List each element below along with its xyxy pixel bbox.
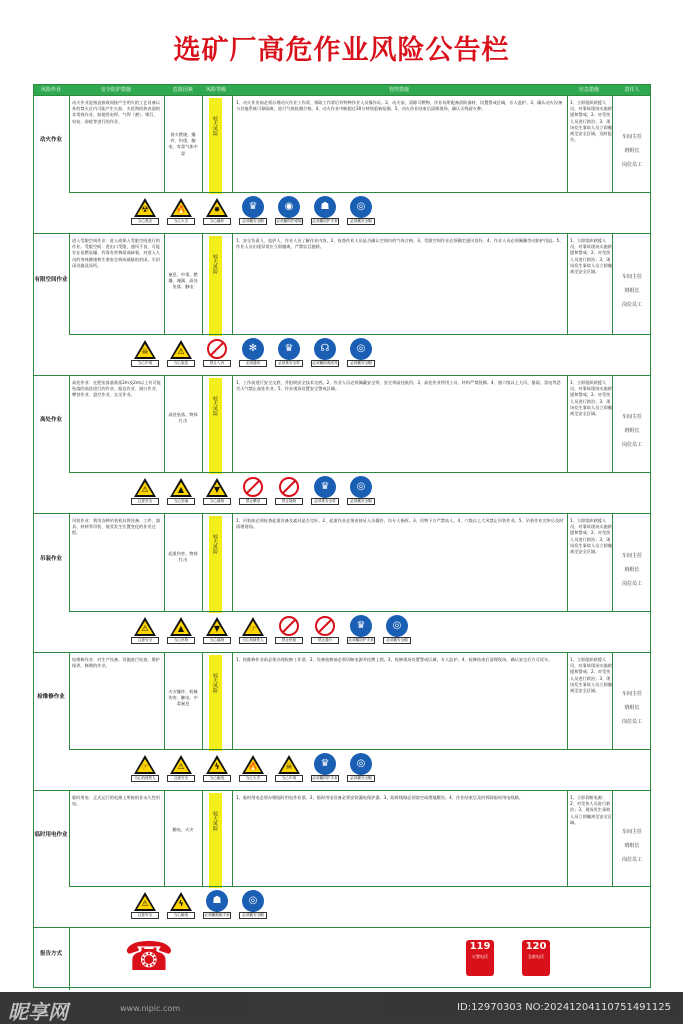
row-divider <box>69 472 651 473</box>
column-divider <box>69 234 70 334</box>
section-person <box>615 410 649 452</box>
sign-caption: 当心火灾 <box>239 775 267 782</box>
sign-caption: 当心落物 <box>203 498 231 505</box>
column-divider <box>164 791 165 886</box>
row-divider <box>69 886 651 887</box>
column-divider <box>202 514 203 611</box>
warning-sign-icon: ☠ 当心中毒 <box>278 753 300 782</box>
header-cell: 风险作业 <box>40 87 61 93</box>
risk-level-badge <box>209 793 222 888</box>
person-2: 班组长 <box>624 288 640 294</box>
section-emergency: 1、立即组织救援人员，对事故现场实施救援和警戒；2、对受伤人员进行救治；3、现场发生事故人员立即撤离至安全区域。 <box>570 657 612 694</box>
column-divider <box>232 96 233 192</box>
sign-caption: 必须戴防护眼镜 <box>276 219 302 223</box>
header-cell: 管控措施 <box>388 87 409 93</box>
column-divider <box>202 653 203 749</box>
warning-sign-icon: ⚠ 注意安全 <box>134 615 156 644</box>
section-control: 1、临时用电必须办理临时用电作业票。2、临时用电设备必须安装漏电保护器。3、临时线路必须架空或埋地敷设。4、作业结束后及时拆除临时用电线路。 <box>236 795 524 800</box>
sign-caption: 必须戴防毒面具 <box>312 361 338 365</box>
mandatory-sign-icon: ◉ 必须戴防护眼镜 <box>278 196 300 225</box>
section-control: 1、动火作业前必须办理动火作业工作票，領取工作票后有特种作业人员操作证。2、动火前，清除可燃物，作业场所配备消防器材，设置警戒区域，专人监护。3、确认动火设备与其他系统可靠隔离，进行气体检测合格。4、动火作业中断超过30分钟须重新检测。5、动火作业结束后清理现场，确认无残留火种。 <box>236 100 563 112</box>
person-3: 岗位员工 <box>621 302 642 308</box>
section-emergency: 1、立即组织救援人员，对事故现场实施救援和警戒；2、对受伤人员进行救治；3、现场发生事故人员立即撤离至安全区域。 <box>570 238 612 275</box>
section-emergency: 1、立即组织救援人员，对事故现场实施救援和警戒；2、对受伤人员进行救治；3、现场发生事故人员立即撤离至安全区域，及时报告。 <box>570 100 612 143</box>
risk-level-text: 较大风险 <box>212 116 218 136</box>
column-divider <box>232 376 233 472</box>
mandatory-sign-icon: ◎ 必须戴安全帽 <box>242 890 264 919</box>
sign-caption: 禁止抛物 <box>275 498 303 505</box>
warning-sign-icon: ☞ 当心机械伤人 <box>242 615 264 644</box>
warning-sign-icon: ▼ 当心落物 <box>206 615 228 644</box>
warning-sign-icon: ϟ 当心触电 <box>170 890 192 919</box>
column-divider <box>164 234 165 334</box>
section-person <box>615 130 649 172</box>
sign-caption: 当心落物 <box>203 637 231 644</box>
column-divider <box>164 376 165 472</box>
risk-level-badge <box>209 98 222 194</box>
person-1: 车间主任 <box>621 414 642 420</box>
prohibition-sign-icon <box>314 615 336 644</box>
row-divider <box>69 334 651 335</box>
person-3: 岗位员工 <box>621 162 642 168</box>
column-divider <box>69 96 70 192</box>
mandatory-sign-icon: ☗ 必须戴防护手套 <box>314 196 336 225</box>
warning-sign-icon: ▲ 当心吊物 <box>170 615 192 644</box>
section-hazard: 触电、火灾 <box>172 826 194 832</box>
sign-caption: 注意安全 <box>131 637 159 644</box>
header-cell: 应急措施 <box>578 87 599 93</box>
section-emergency: 1、立即切断电源；2、对受伤人员进行救治；3、现场发生事故人员立即撤离至安全区域。 <box>570 795 612 825</box>
risk-level-text: 较大风险 <box>212 534 218 554</box>
sign-caption: 当心触电 <box>167 912 195 919</box>
column-divider <box>232 514 233 611</box>
announcement-board <box>33 84 651 988</box>
row-divider <box>69 611 651 612</box>
sign-caption: 当心中毒 <box>275 775 303 782</box>
section-hazard: 高处坠落、物体打击 <box>168 412 198 424</box>
section-description: 高处作业：在距坠落基准面2m及2m以上有可能坠落的高处进行的作业。临边作业、洞口作业、攀登作业、悬空作业、交叉作业。 <box>72 380 161 398</box>
ambulance-phone-badge: 120 急救电话 <box>522 940 550 976</box>
table-header <box>34 85 650 95</box>
prohibition-sign-icon <box>242 476 264 505</box>
person-1: 车间主任 <box>621 134 642 140</box>
sign-caption: 当心窒息 <box>167 360 195 367</box>
sign-caption: 当心触电 <box>203 775 231 782</box>
section-description: 进入受限空间作业：进入或探入受限空间进行的作业。受限空间：进出口受限，通风不良，可能存在易燃易爆、有毒有害物质或缺氧，对进入人员的身体健康和生命安全构成威胁的封闭、半封闭设施及场所。 <box>72 238 160 268</box>
section-emergency: 1、立即组织救援人员，对事故现场实施救援和警戒；2、对受伤人员进行救治；3、现场发生事故人员立即撤离至安全区域。 <box>570 380 612 417</box>
section-name: 高处作业 <box>39 417 62 423</box>
section-hazard: 起重伤害、物体打击 <box>168 550 198 562</box>
fire-phone-badge: 119 火警电话 <box>466 940 494 976</box>
sign-caption: 当心机械伤人 <box>131 775 159 782</box>
sign-caption: 注意安全 <box>131 912 159 919</box>
section-hazard: 着火燃烧、爆炸、灼烫、触电、有毒气体中毒 <box>168 132 198 156</box>
column-divider <box>232 653 233 749</box>
person-1: 车间主任 <box>621 828 642 835</box>
person-2: 班组长 <box>624 566 640 573</box>
safety-signs <box>134 615 408 644</box>
warning-sign-icon: ⚠ 当心窒息 <box>170 338 192 367</box>
column-divider <box>69 514 70 611</box>
sign-caption: 必须戴安全帽 <box>239 218 267 225</box>
section-control: 1、工作前进行安全交底，并组织安全技术交底。2、作业人员必须佩戴安全带，安全带高挂低用。3、高处作业所用工具、材料严禁投掷。4、遇六级以上大风、暴雨、雷电等恶劣天气禁止高处作业。5、作业现场设置安全警戒区域。 <box>236 380 561 392</box>
sign-caption: 必须系安全带 <box>275 360 303 367</box>
column-divider <box>69 653 70 749</box>
warning-sign-icon: 🔥 当心火灾 <box>170 196 192 225</box>
warning-sign-icon: ▼ 当心落物 <box>206 476 228 505</box>
column-divider <box>567 234 568 334</box>
mandatory-sign-icon: ✻ 必须通风 <box>242 338 264 367</box>
person-2: 班组长 <box>624 842 640 849</box>
sign-caption: 当心爆炸 <box>203 218 231 225</box>
sign-caption: 必须戴安全帽 <box>383 637 411 644</box>
watermark-bar <box>0 992 683 1024</box>
sign-caption: 必须戴安全帽 <box>239 912 267 919</box>
risk-section <box>34 790 650 927</box>
risk-section <box>34 233 650 375</box>
risk-level-text: 较大风险 <box>212 673 218 693</box>
sign-caption: 禁止通行 <box>311 637 339 644</box>
mandatory-sign-icon: ◎ 必须戴安全帽 <box>350 338 372 367</box>
column-divider <box>612 376 613 472</box>
sign-caption: 必须戴安全帽 <box>347 775 375 782</box>
warning-sign-icon: ϟ 当心触电 <box>206 753 228 782</box>
column-divider <box>567 653 568 749</box>
column-divider <box>612 514 613 611</box>
sign-caption: 当心火灾 <box>167 218 195 225</box>
column-divider <box>567 791 568 886</box>
section-name: 有限空间作业 <box>34 277 68 283</box>
section-person <box>615 687 649 729</box>
column-divider <box>202 96 203 192</box>
warning-sign-icon: ☢ 当心弧光 <box>134 196 156 225</box>
prohibition-sign-icon <box>278 615 300 644</box>
risk-level-badge <box>209 655 222 751</box>
column-divider <box>202 234 203 334</box>
risk-level-text: 较大风险 <box>212 254 218 274</box>
section-description: 检维修作业：对生产设备、设施进行检查、维护保养、修理的作业。 <box>72 657 160 669</box>
sign-caption: 必须通风 <box>239 360 267 367</box>
safety-signs <box>134 476 372 505</box>
header-cell: 风险等级 <box>205 87 226 93</box>
report-section <box>34 927 650 989</box>
column-divider <box>612 234 613 334</box>
person-1: 车间主任 <box>621 274 642 280</box>
risk-level-badge <box>209 378 222 474</box>
risk-level-badge <box>209 236 222 336</box>
safety-signs <box>134 890 264 919</box>
section-name: 吊装作业 <box>39 555 62 562</box>
safety-signs <box>134 338 372 367</box>
warning-sign-icon: ⚠ 注意安全 <box>134 890 156 919</box>
sign-caption: 必须戴防护手套 <box>348 638 374 642</box>
sign-caption: 禁止攀登 <box>239 498 267 505</box>
warning-sign-icon: 🔥 当心火灾 <box>242 753 264 782</box>
column-divider <box>232 791 233 886</box>
sign-caption: 当心中毒 <box>131 360 159 367</box>
person-3: 岗位员工 <box>621 719 642 725</box>
sign-caption: 当心机械伤人 <box>239 637 267 644</box>
column-divider <box>612 791 613 886</box>
column-divider <box>69 791 70 886</box>
column-divider <box>567 514 568 611</box>
mandatory-sign-icon: ☗ 必须戴绝缘手套 <box>206 890 228 919</box>
column-divider <box>567 96 568 192</box>
column-divider <box>612 96 613 192</box>
sign-caption: 禁止入内 <box>203 360 231 367</box>
header-cell: 危险因素 <box>172 87 193 93</box>
risk-level-badge <box>209 516 222 613</box>
column-divider <box>612 653 613 749</box>
person-1: 车间主任 <box>621 552 642 559</box>
warning-sign-icon: ☞ 当心机械伤人 <box>134 753 156 782</box>
person-1: 车间主任 <box>621 691 642 697</box>
risk-level-text: 较大风险 <box>212 396 218 416</box>
column-divider <box>164 514 165 611</box>
sign-caption: 必须戴绝缘手套 <box>204 913 230 917</box>
section-emergency: 1、立即组织救援人员，对事故现场实施救援和警戒；2、对受伤人员进行救治；3、现场发生事故人员立即撤离至安全区域。 <box>570 518 612 555</box>
section-control: 1、吊装前必须检查起重设备及索具是否完好。2、起重作业必须由持证人员操作，设专人指挥。3、吊物下方严禁站人。4、六级以上大风禁止吊装作业。5、吊装作业完毕后及时清理现场。 <box>236 518 564 530</box>
header-cell: 安全防护措施 <box>100 87 131 93</box>
column-divider <box>69 376 70 472</box>
mandatory-sign-icon: ☊ 必须戴防毒面具 <box>314 338 336 367</box>
warning-sign-icon: ⚠ 注意安全 <box>134 476 156 505</box>
mandatory-sign-icon: ◎ 必须戴安全帽 <box>350 196 372 225</box>
sign-caption: 必须戴安全帽 <box>347 360 375 367</box>
section-description: 吊装作业：利用各种吊装机具将设备、工件、器具、材料等吊装、使其发生位置变化的作业过程。 <box>72 518 160 536</box>
section-control: 1、安全负责人、监护人、作业人员了解作业内容。2、检查作业人员是否确认空间内的气体合格。3、受限空间作业必须确定通风良好。4、作业人员必须佩戴劳动防护用品。5、作业人员出现异常应立即撤离，严禁盲目施救。 <box>236 238 564 250</box>
section-name: 检维修作业 <box>37 694 65 700</box>
risk-section <box>34 375 650 513</box>
section-description: 临时用电：正式运行的电源上所接的非永久性用电。 <box>72 795 160 807</box>
sign-caption: 必须系安全带 <box>311 498 339 505</box>
prohibition-sign-icon <box>278 476 300 505</box>
warning-sign-icon: ☠ 当心中毒 <box>134 338 156 367</box>
header-cell: 责任人 <box>624 87 640 93</box>
sign-caption: 必须戴防护手套 <box>312 219 338 223</box>
mandatory-sign-icon: ◎ 必须戴安全帽 <box>386 615 408 644</box>
sign-caption: 注意安全 <box>131 498 159 505</box>
section-person <box>615 549 649 591</box>
mandatory-sign-icon: ♛ 必须系安全带 <box>314 476 336 505</box>
section-name: 临时用电作业 <box>34 831 68 838</box>
mandatory-sign-icon: ♛ 必须戴防护手套 <box>350 615 372 644</box>
column-divider <box>202 376 203 472</box>
section-person <box>615 270 649 312</box>
section-hazard: 窒息、中毒、燃爆、淹溺、高处坠落、触电 <box>168 272 198 290</box>
row-divider <box>69 749 651 750</box>
page-title: 选矿厂高危作业风险公告栏 <box>173 35 510 66</box>
column-divider <box>164 653 165 749</box>
report-label: 报告方式 <box>39 951 62 957</box>
sign-caption: 当心弧光 <box>131 218 159 225</box>
section-name: 动火作业 <box>39 137 62 143</box>
column-divider <box>202 791 203 886</box>
risk-section <box>34 652 650 790</box>
warning-sign-icon: ▲ 当心坠落 <box>170 476 192 505</box>
person-2: 班组长 <box>624 148 640 154</box>
person-2: 班组长 <box>624 428 640 434</box>
mandatory-sign-icon: ♛ 必须戴防护手套 <box>314 753 336 782</box>
risk-section <box>34 513 650 652</box>
watermark-id: ID:12970303 NO:20241204110751491125 <box>457 1002 671 1013</box>
safety-signs <box>134 753 372 782</box>
person-3: 岗位员工 <box>621 856 642 863</box>
column-divider <box>232 234 233 334</box>
watermark-url: www.nipic.com <box>120 1004 181 1013</box>
sign-caption: 当心坠落 <box>167 498 195 505</box>
sign-caption: 必须戴安全帽 <box>347 218 375 225</box>
column-divider <box>164 96 165 192</box>
column-divider <box>567 376 568 472</box>
mandatory-sign-icon: ◎ 必须戴安全帽 <box>350 476 372 505</box>
prohibition-sign-icon <box>206 338 228 367</box>
section-hazard: 火灾爆炸、机械伤害、触电、中毒窒息 <box>168 689 198 707</box>
section-description: 动火作业是指直接或间接产生明火的工艺设备以外的禁火区内可能产生火焰、火花和炽热表面的非常规作业，如使用电焊、气焊（割）、喷灯、电钻、砂轮等进行的作业。 <box>72 100 160 124</box>
person-2: 班组长 <box>624 705 640 711</box>
sign-caption: 当心吊物 <box>167 637 195 644</box>
sign-caption: 注意安全 <box>167 775 195 782</box>
sign-caption: 必须戴安全帽 <box>347 498 375 505</box>
risk-section <box>34 95 650 233</box>
safety-signs <box>134 196 372 225</box>
mandatory-sign-icon: ♛ 必须系安全带 <box>278 338 300 367</box>
warning-sign-icon: ⚠ 注意安全 <box>170 753 192 782</box>
person-3: 岗位员工 <box>621 580 642 587</box>
mandatory-sign-icon: ◎ 必须戴安全帽 <box>350 753 372 782</box>
watermark-logo: 昵享网 <box>8 1000 68 1024</box>
section-person <box>615 825 649 867</box>
risk-level-text: 较大风险 <box>212 811 218 831</box>
sign-caption: 禁止停留 <box>275 637 303 644</box>
mandatory-sign-icon: ♛ 必须戴安全帽 <box>242 196 264 225</box>
sign-caption: 必须戴防护手套 <box>312 776 338 780</box>
column-divider <box>69 928 70 990</box>
warning-sign-icon: ✸ 当心爆炸 <box>206 196 228 225</box>
person-3: 岗位员工 <box>621 442 642 448</box>
row-divider <box>69 192 651 193</box>
section-control: 1、检维修作业前必须办理检修工作票。2、设备检修前必须切断电源并挂牌上锁。3、检修现场设置警戒区域，专人监护。4、检修结束后清理现场，确认安全后方可试车。 <box>236 657 553 662</box>
telephone-icon: ☎ <box>124 934 174 980</box>
